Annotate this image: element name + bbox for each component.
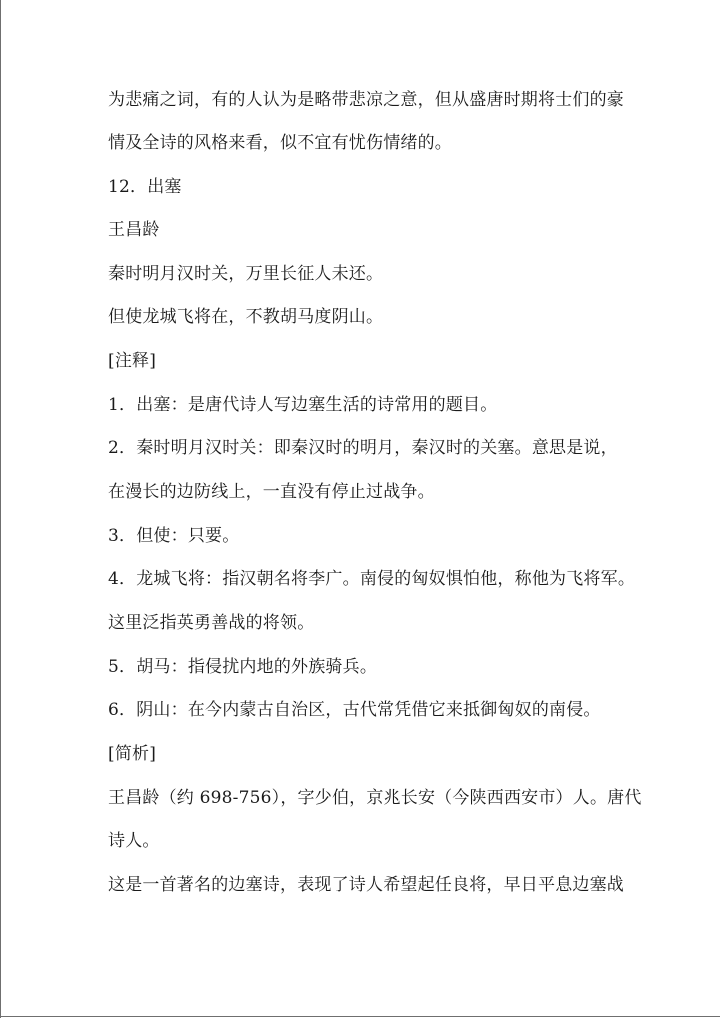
poem-verse: 但使龙城飞将在，不教胡马度阴山。 <box>108 307 384 327</box>
poem-heading: 12．出塞 <box>108 177 182 197</box>
note-item-continuation: 在漫长的边防线上，一直没有停止过战争。 <box>108 482 435 502</box>
note-item: 1．出塞：是唐代诗人写边塞生活的诗常用的题目。 <box>108 395 498 415</box>
note-item: 5．胡马：指侵扰内地的外族骑兵。 <box>108 657 378 677</box>
paragraph-line: 王昌龄（约 698-756），字少伯，京兆长安（今陕西西安市）人。唐代 <box>108 788 642 808</box>
note-item: 6．阴山：在今内蒙古自治区，古代常凭借它来抵御匈奴的南侵。 <box>108 700 601 720</box>
section-heading-analysis: [简析] <box>108 744 157 764</box>
paragraph-line: 为悲痛之词，有的人认为是略带悲凉之意，但从盛唐时期将士们的豪 <box>108 90 624 110</box>
paragraph-line: 这是一首著名的边塞诗，表现了诗人希望起任良将，早日平息边塞战 <box>108 875 624 895</box>
section-heading-notes: [注释] <box>108 351 157 371</box>
note-item-continuation: 这里泛指英勇善战的将领。 <box>108 613 315 633</box>
paragraph-line: 诗人。 <box>108 831 160 851</box>
note-item: 2．秦时明月汉时关：即秦汉时的明月，秦汉时的关塞。意思是说， <box>108 438 618 458</box>
note-item: 4．龙城飞将：指汉朝名将李广。南侵的匈奴惧怕他，称他为飞将军。 <box>108 569 636 589</box>
poem-verse: 秦时明月汉时关，万里长征人未还。 <box>108 264 384 284</box>
paragraph-line: 情及全诗的风格来看，似不宜有忧伤情绪的。 <box>108 133 452 153</box>
note-item: 3．但使：只要。 <box>108 526 240 546</box>
poem-author: 王昌龄 <box>108 220 160 240</box>
